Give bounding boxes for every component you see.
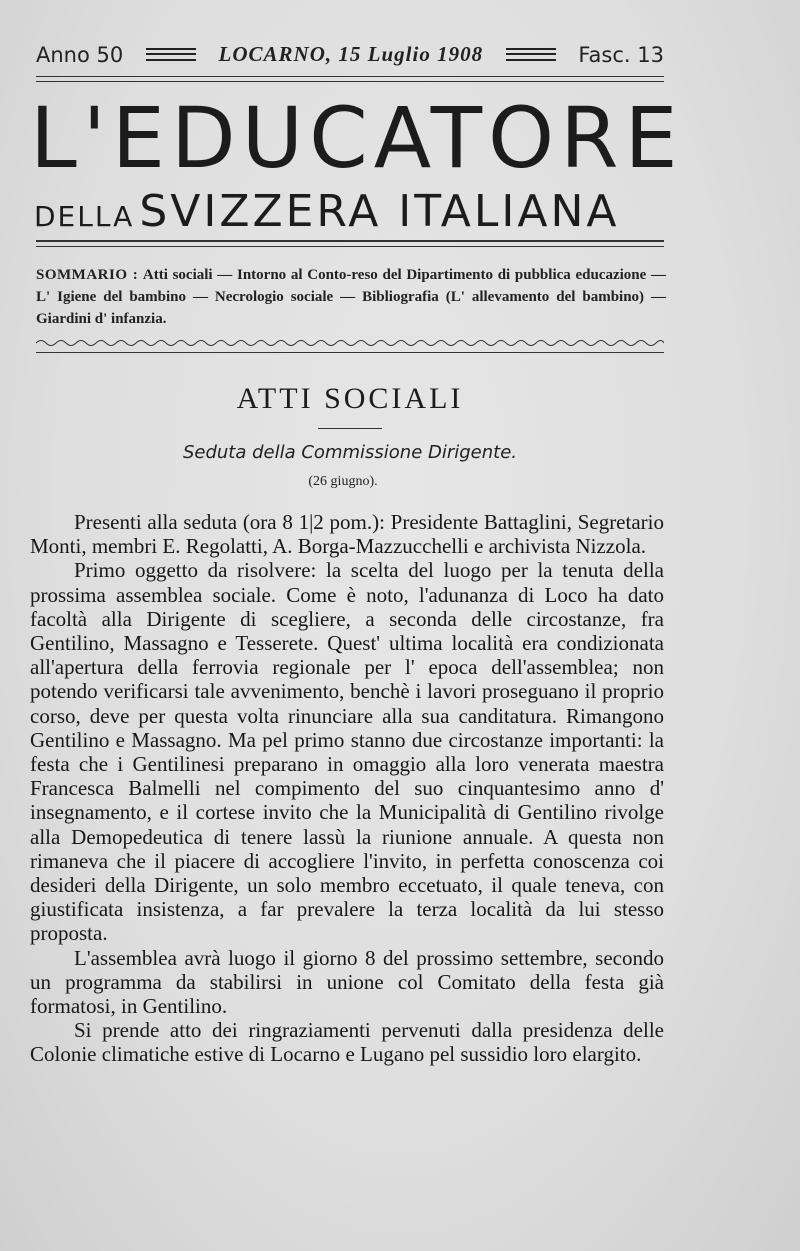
- paragraph: Primo oggetto da risolvere: la scelta del luogo per la tenuta della prossima assemblea sociale. Come è noto, l'adunanza di Loco ha dato facoltà alla Dirigente di scegliere, a seconda delle circostanze, fra Gentilino, Massagno e Tesserete. Quest' ultima località era condizionata all'apertura della ferrovia regionale per l' epoca dell'assemblea; non potendo verificarsi tale avvenimento, benchè i lavori proseguano il proprio corso, deve per questa volta rinunciare alla sua canditatura. Rimangono Gentilino e Massagno. Ma pel primo stanno due circostanze importanti: la festa che i Gentilinesi preparano in omaggio alla loro venerata maestra Francesca Balmelli nel compimento del suo cinquantesimo anno d' insegnamento, e il cortese invito che la Municipalità di Gentilino rivolge alla Demopedeutica di tenere lassù la riunione annuale. A questa non rimaneva che il piacere di accogliere l'invito, in perfetta conoscenza coi desideri della Dirigente, un solo membro eccetuato, il quale teneva, con giustificata insistenza, a far prevalere la terza località da lui stesso proposta.: [30, 558, 664, 946]
- masthead-title: L'EDUCATORE: [30, 89, 684, 187]
- running-head: [36, 42, 664, 67]
- table-of-contents: [36, 264, 666, 330]
- issue-number: Fasc. 13: [578, 42, 664, 67]
- paragraph: L'assemblea avrà luogo il giorno 8 del prossimo settembre, secondo un programma da stabilirsi in unione col Comitato della festa già formatosi, in Gentilino.: [30, 945, 664, 1019]
- paragraph: Si prende atto dei ringraziamenti pervenuti dalla presidenza delle Colonie climatiche estive di Locarno e Lugano pel sussidio loro elargito.: [30, 1018, 664, 1067]
- masthead-rule: [36, 246, 664, 247]
- paragraph: Presenti alla seduta (ora 8 1|2 pom.): Presidente Battaglini, Segretario Monti, membri E. Regolatti, A. Borga-Mazzucchelli e archivista Nizzola.: [30, 510, 664, 559]
- masthead-rule: [36, 240, 664, 242]
- section-subtitle: Seduta della Commissione Dirigente.: [182, 442, 518, 463]
- masthead-subtitle: [34, 186, 674, 237]
- toc-text: Atti sociali — Intorno al Conto-reso del Dipartimento di pubblica educazione — L' Igiene del bambino — Necrologio sociale — Bibliografia (L' allevamento del bambino) — Giardini d' infanzia.: [36, 267, 666, 327]
- ornament-bars: [146, 48, 196, 61]
- masthead-subtitle-big: SVIZZERA ITALIANA: [139, 186, 620, 237]
- volume-number: Anno 50: [36, 42, 124, 67]
- title-underline: [318, 428, 382, 429]
- header-rule: [36, 81, 664, 82]
- place-date: LOCARNO, 15 Luglio 1908: [218, 42, 484, 66]
- header-rule: [36, 76, 664, 77]
- toc-label: SOMMARIO :: [36, 267, 139, 283]
- meeting-date: (26 giugno).: [308, 474, 378, 489]
- ornament-bars: [506, 48, 556, 61]
- section-title: ATTI SOCIALI: [236, 382, 464, 415]
- wavy-divider: [36, 338, 664, 348]
- article-body: [30, 510, 664, 1067]
- divider-rule: [36, 352, 664, 353]
- masthead-subtitle-small: DELLA: [34, 200, 135, 233]
